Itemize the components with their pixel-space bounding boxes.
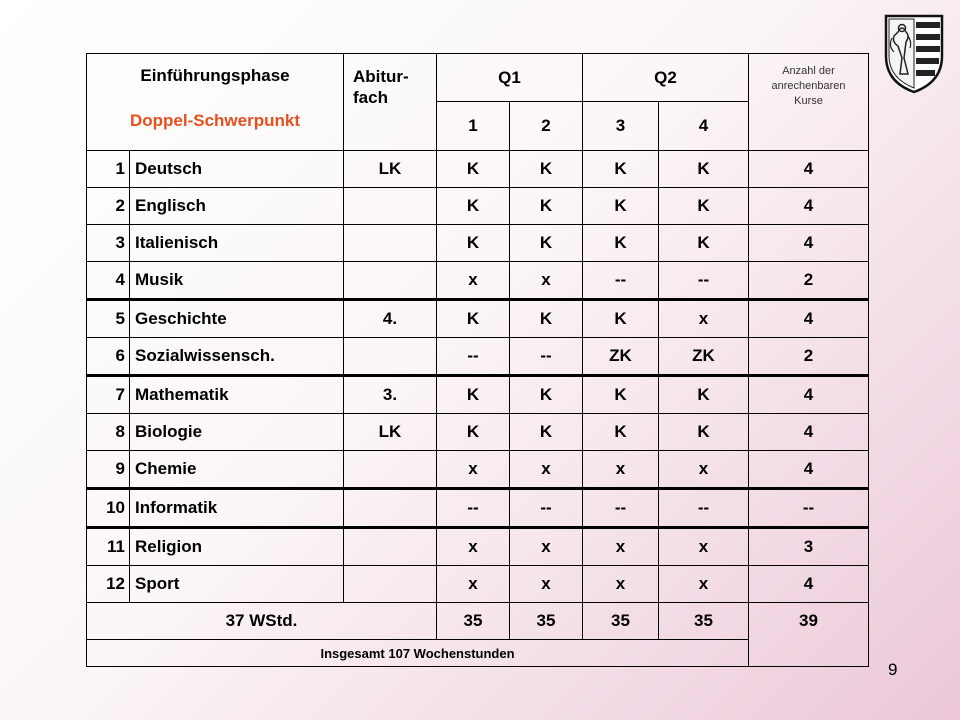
semester-4-cell: -- [659,262,749,300]
row-number: 11 [87,528,130,566]
anzahl-label-line1: Anzahl der [782,65,835,77]
semester-1-cell: x [437,528,510,566]
einfuehrungsphase-label: Einführungsphase [140,66,290,85]
insgesamt-label: Insgesamt 107 Wochenstunden [87,640,749,667]
abiturfach-cell [344,225,437,262]
semester-3-cell: x [583,451,659,489]
semester-3-cell: K [583,300,659,338]
doppel-schwerpunkt-label: Doppel-Schwerpunkt [129,111,300,130]
row-number: 7 [87,376,130,414]
q1-header: Q1 [437,54,583,102]
anzahl-kurse-header [749,54,869,151]
subject-name: Geschichte [130,300,344,338]
semester-4-header: 4 [659,102,749,151]
semester-3-cell: K [583,188,659,225]
semester-2-header: 2 [510,102,583,151]
abiturfach-cell: LK [344,151,437,188]
subject-name: Mathematik [130,376,344,414]
semester-4-cell: x [659,528,749,566]
semester-2-cell: K [510,414,583,451]
semester-4-cell: x [659,300,749,338]
sem4-total: 35 [659,603,749,640]
semester-2-cell: K [510,300,583,338]
semester-3-cell: ZK [583,338,659,376]
q2-header: Q2 [583,54,749,102]
semester-4-cell: K [659,414,749,451]
semester-2-cell: x [510,451,583,489]
semester-1-cell: K [437,225,510,262]
row-number: 4 [87,262,130,300]
page-number: 9 [888,660,898,679]
abiturfach-cell [344,566,437,603]
table-row [87,528,869,566]
semester-3-cell: x [583,528,659,566]
row-number: 5 [87,300,130,338]
row-number: 9 [87,451,130,489]
semester-3-cell: K [583,414,659,451]
abiturfach-cell [344,262,437,300]
semester-1-cell: K [437,414,510,451]
anzahl-cell: 4 [749,566,869,603]
semester-4-cell: K [659,376,749,414]
row-number: 10 [87,489,130,528]
abiturfach-header [344,54,437,151]
subject-name: Italienisch [130,225,344,262]
semester-1-cell: K [437,300,510,338]
semester-3-cell: K [583,225,659,262]
table-row [87,489,869,528]
abiturfach-cell [344,338,437,376]
anzahl-label-line3: Kurse [794,95,823,107]
semester-1-cell: -- [437,338,510,376]
semester-4-cell: ZK [659,338,749,376]
semester-2-cell: x [510,528,583,566]
abiturfach-label-line1: Abitur- [353,67,409,86]
semester-4-cell: K [659,188,749,225]
table-row [87,300,869,338]
abiturfach-cell: 4. [344,300,437,338]
semester-4-cell: x [659,566,749,603]
row-number: 6 [87,338,130,376]
anzahl-cell: 4 [749,376,869,414]
semester-3-cell: x [583,566,659,603]
semester-2-cell: -- [510,338,583,376]
abiturfach-cell [344,188,437,225]
table-row [87,188,869,225]
anzahl-cell: 2 [749,262,869,300]
coat-of-arms-icon [880,12,948,94]
semester-1-header: 1 [437,102,510,151]
semester-4-cell: -- [659,489,749,528]
wstd-total: 37 WStd. [87,603,437,640]
anzahl-cell: 2 [749,338,869,376]
row-number: 12 [87,566,130,603]
subject-name: Deutsch [130,151,344,188]
anzahl-cell: 4 [749,188,869,225]
anzahl-label-line2: anrechenbaren [771,80,846,92]
table-row [87,151,869,188]
semester-2-cell: x [510,566,583,603]
semester-3-cell: K [583,151,659,188]
row-number: 8 [87,414,130,451]
semester-3-cell: K [583,376,659,414]
semester-2-cell: K [510,376,583,414]
semester-1-cell: K [437,151,510,188]
table-row [87,225,869,262]
subject-name: Englisch [130,188,344,225]
semester-1-cell: x [437,566,510,603]
subject-name: Sozialwissensch. [130,338,344,376]
table-row [87,451,869,489]
row-number: 3 [87,225,130,262]
abiturfach-cell [344,451,437,489]
anzahl-cell: 3 [749,528,869,566]
subject-name: Sport [130,566,344,603]
footer-row-wstd [87,603,869,640]
table-row [87,414,869,451]
semester-3-cell: -- [583,489,659,528]
subject-name: Informatik [130,489,344,528]
semester-1-cell: x [437,451,510,489]
subject-name: Biologie [130,414,344,451]
abiturfach-cell: 3. [344,376,437,414]
semester-1-cell: K [437,188,510,225]
course-plan-table [86,53,869,667]
header-row-top [87,54,869,102]
einfuehrungsphase-header [87,54,344,151]
anzahl-cell: 4 [749,414,869,451]
abiturfach-cell [344,489,437,528]
sem1-total: 35 [437,603,510,640]
semester-1-cell: -- [437,489,510,528]
semester-4-cell: K [659,225,749,262]
table-row [87,376,869,414]
anzahl-cell: 4 [749,451,869,489]
semester-2-cell: x [510,262,583,300]
semester-2-cell: K [510,151,583,188]
subject-name: Religion [130,528,344,566]
table-row [87,262,869,300]
semester-3-cell: -- [583,262,659,300]
semester-2-cell: K [510,225,583,262]
semester-3-header: 3 [583,102,659,151]
sem2-total: 35 [510,603,583,640]
table-row [87,566,869,603]
semester-4-cell: x [659,451,749,489]
anzahl-cell: 4 [749,151,869,188]
abiturfach-label-line2: fach [353,88,388,107]
abiturfach-cell: LK [344,414,437,451]
semester-2-cell: -- [510,489,583,528]
anzahl-total: 39 [749,603,869,667]
subject-name: Musik [130,262,344,300]
row-number: 1 [87,151,130,188]
anzahl-cell: -- [749,489,869,528]
semester-4-cell: K [659,151,749,188]
subject-name: Chemie [130,451,344,489]
table-row [87,338,869,376]
anzahl-cell: 4 [749,225,869,262]
sem3-total: 35 [583,603,659,640]
semester-1-cell: x [437,262,510,300]
semester-1-cell: K [437,376,510,414]
semester-2-cell: K [510,188,583,225]
abiturfach-cell [344,528,437,566]
row-number: 2 [87,188,130,225]
anzahl-cell: 4 [749,300,869,338]
